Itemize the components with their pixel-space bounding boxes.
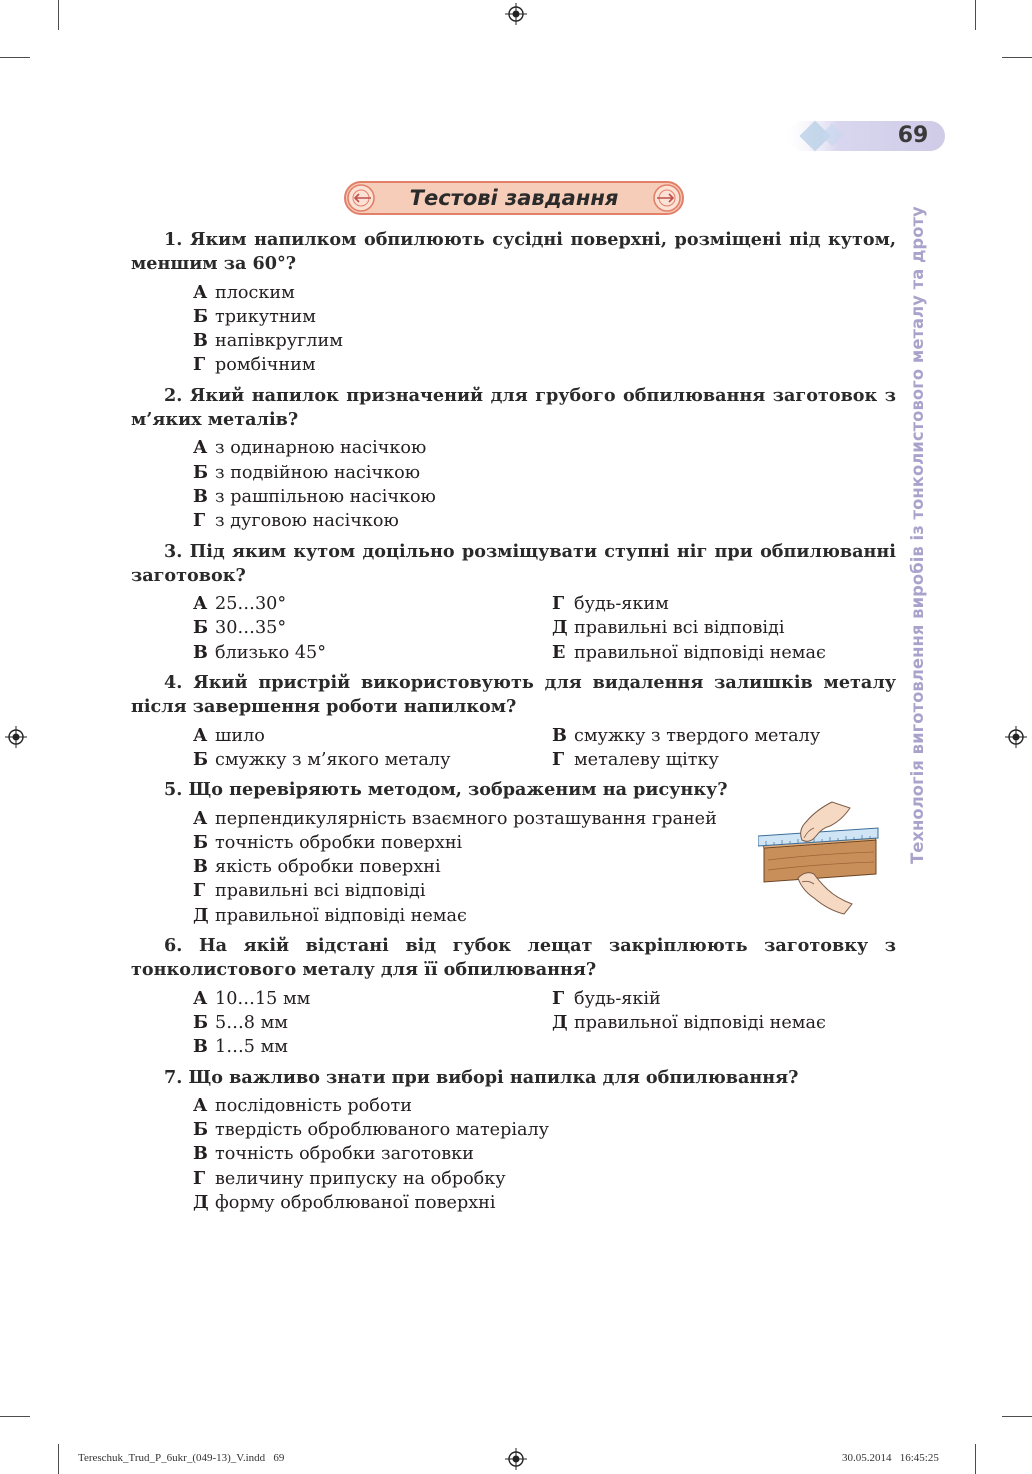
registration-mark-icon	[1005, 726, 1027, 748]
option: А шило	[193, 724, 265, 746]
option: Г ромбічним	[193, 354, 316, 376]
option: В якість обробки поверхні	[193, 856, 441, 878]
question-3: 3. Під яким кутом доцільно розміщувати ступні ніг при обпилюванні заготовок?	[131, 540, 896, 586]
crop-mark	[0, 57, 30, 58]
option: А 25…30°	[193, 593, 287, 615]
footer-file-info: Tereschuk_Trud_P_6ukr_(049-13)_V.indd 69	[78, 1452, 285, 1464]
footer-timestamp: 30.05.2014 16:45:25	[842, 1452, 939, 1464]
crop-mark	[975, 0, 976, 30]
option: А з одинарною насічкою	[193, 437, 427, 459]
option: В з рашпільною насічкою	[193, 485, 436, 507]
option: Б 30…35°	[193, 617, 287, 639]
crop-mark	[975, 1444, 976, 1474]
option: Д правильної відповіді немає	[552, 1011, 826, 1033]
option: Д правильної відповіді немає	[193, 904, 467, 926]
section-title: Тестові завдання	[409, 186, 619, 210]
option: А перпендикулярність взаємного розташування граней	[193, 807, 717, 829]
option: Б смужку з м’якого металу	[193, 748, 451, 770]
crop-mark	[58, 0, 59, 30]
crop-mark	[58, 1444, 59, 1474]
option: В напівкруглим	[193, 330, 343, 352]
question-1: 1. Яким напилком обпилюють сусідні поверхні, розміщені під кутом, меншим за 60°?	[131, 229, 896, 275]
question-7-options	[193, 1094, 896, 1215]
question-1-options	[193, 281, 896, 378]
option: В точність обробки заготовки	[193, 1143, 474, 1165]
option: Г будь-яким	[552, 593, 669, 615]
option: Г металеву щітку	[552, 748, 719, 770]
option: А послідовність роботи	[193, 1094, 412, 1116]
question-6-options	[193, 987, 896, 1060]
option: Г з дуговою насічкою	[193, 510, 399, 532]
option: Б трикутним	[193, 305, 316, 327]
crop-mark	[1002, 1416, 1032, 1417]
question-3-options	[193, 592, 896, 665]
crop-mark	[1002, 57, 1032, 58]
question-4-options	[193, 724, 896, 773]
option: Г будь-якій	[552, 987, 661, 1009]
option: Е правильної відповіді немає	[552, 641, 826, 663]
option: Б точність обробки поверхні	[193, 831, 463, 853]
ruler-check-illustration	[758, 800, 880, 916]
option: Д форму оброблюваної поверхні	[193, 1191, 496, 1213]
registration-mark-icon	[5, 726, 27, 748]
question-5: 5. Що перевіряють методом, зображеним на рисунку?	[164, 779, 728, 801]
option: А плоским	[193, 281, 295, 303]
option: Б з подвійною насічкою	[193, 461, 421, 483]
option: В 1…5 мм	[193, 1036, 288, 1058]
registration-mark-icon	[505, 3, 527, 25]
option: Б твердість оброблюваного матеріалу	[193, 1119, 549, 1141]
option: В смужку з твердого металу	[552, 724, 821, 746]
question-2-options	[193, 436, 896, 533]
question-5-block	[131, 778, 896, 928]
option: Б 5…8 мм	[193, 1011, 288, 1033]
option: Г правильні всі відповіді	[193, 880, 426, 902]
question-2: 2. Який напилок призначений для грубого обпилювання заготовок з м’яких металів?	[131, 384, 896, 431]
chapter-side-title: Технологія виготовлення виробів із тонколистового металу та дроту	[908, 206, 927, 864]
question-6: 6. На якій відстані від губок лещат закріплюють заготовку з тонколистового металу для її обпилювання?	[131, 935, 896, 981]
question-4: 4. Який пристрій використовують для видалення залишків металу після завершення роботи напилком?	[131, 672, 896, 718]
test-questions	[131, 228, 896, 1221]
registration-mark-icon	[505, 1448, 527, 1470]
option: Д правильні всі відповіді	[552, 617, 785, 639]
option: Г величину припуску на обробку	[193, 1167, 506, 1189]
crop-mark	[0, 1416, 30, 1417]
option: А 10…15 мм	[193, 987, 311, 1009]
page-number: 69	[897, 123, 929, 148]
question-7: 7. Що важливо знати при виборі напилка для обпилювання?	[164, 1066, 799, 1088]
option: В близько 45°	[193, 641, 327, 663]
